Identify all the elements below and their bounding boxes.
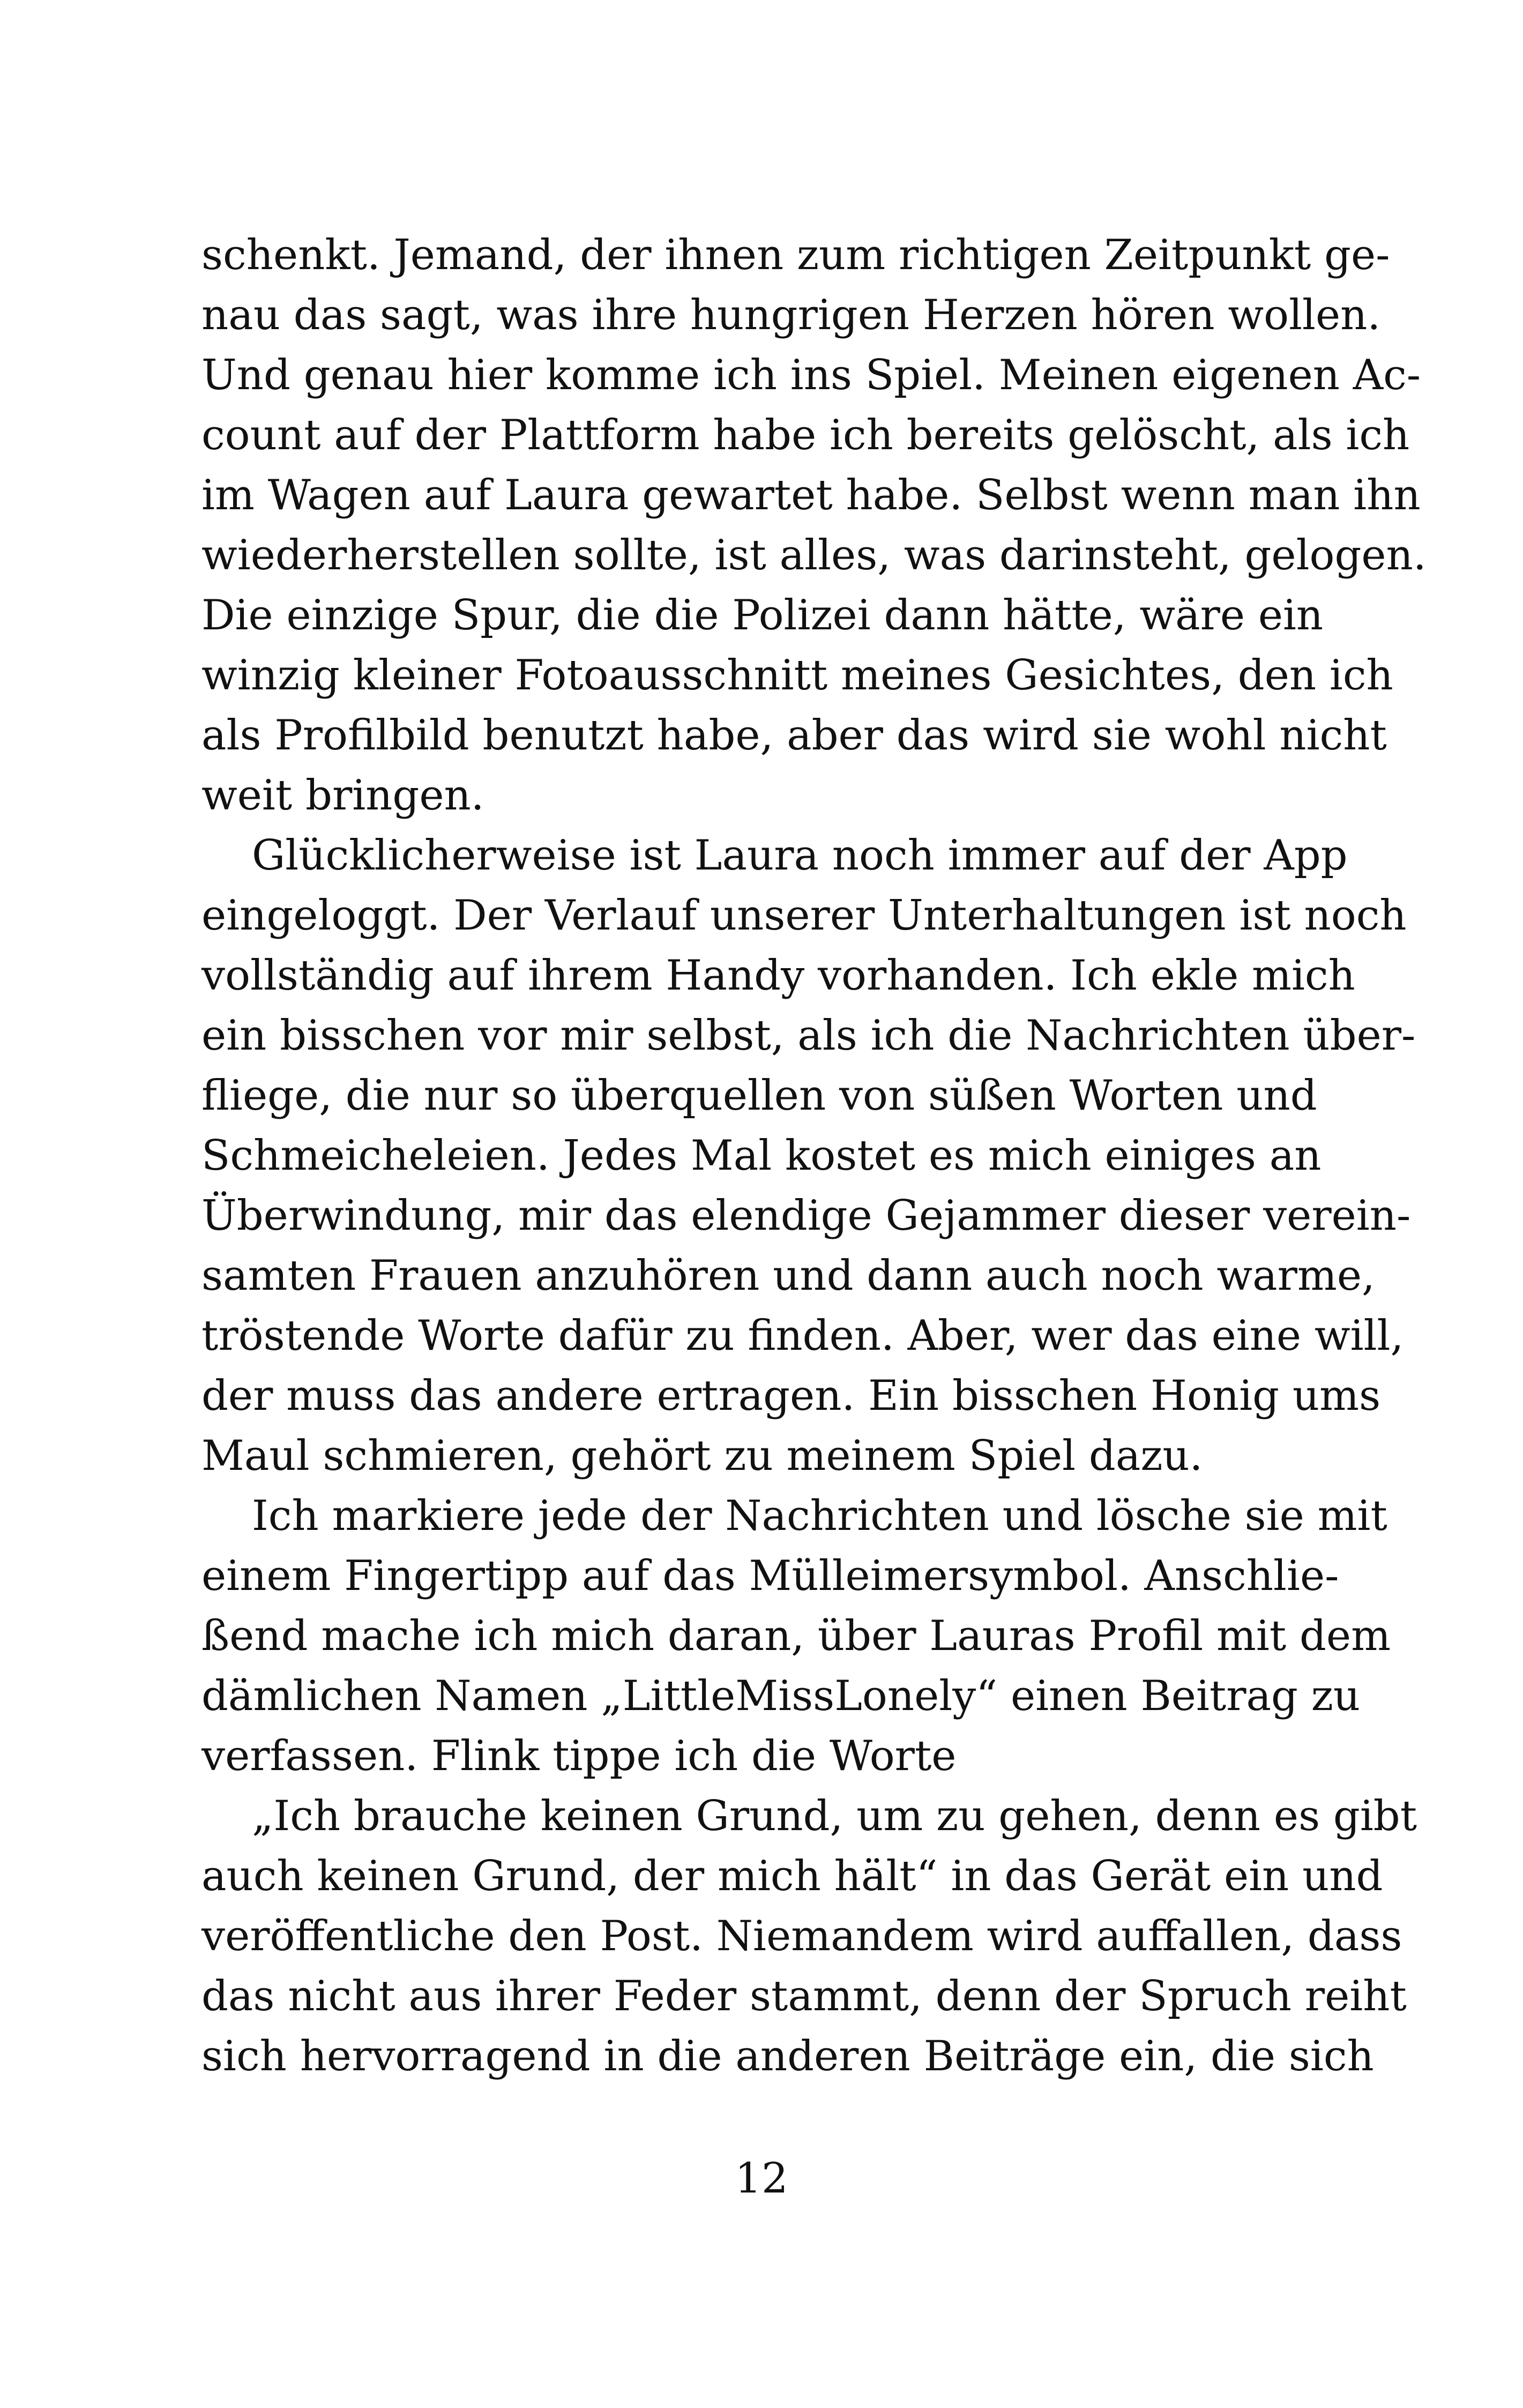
text-line: sich hervorragend in die anderen Beiträge ein, die sich bbox=[201, 2032, 1374, 2080]
text-line: der muss das andere ertragen. Ein bisschen Honig ums bbox=[201, 1372, 1381, 1420]
text-line: veröffentliche den Post. Niemandem wird auffallen, dass bbox=[201, 1912, 1402, 1960]
text-line: eingeloggt. Der Verlauf unserer Unterhaltungen ist noch bbox=[201, 891, 1407, 940]
text-line: auch keinen Grund, der mich hält“ in das Gerät ein und bbox=[201, 1852, 1383, 1900]
paragraph-first-line: Ich markiere jede der Nachrichten und lösche sie mit bbox=[252, 1492, 1387, 1540]
text-line: Schmeicheleien. Jedes Mal kostet es mich einiges an bbox=[201, 1132, 1322, 1180]
paragraph-first-line: „Ich brauche keinen Grund, um zu gehen, denn es gibt bbox=[252, 1792, 1417, 1840]
text-line: samten Frauen anzuhören und dann auch noch warme, bbox=[201, 1252, 1375, 1300]
text-line: ßend mache ich mich daran, über Lauras Profil mit dem bbox=[201, 1612, 1391, 1660]
text-line: schenkt. Jemand, der ihnen zum richtigen Zeitpunkt ge- bbox=[201, 231, 1390, 279]
page-number: 12 bbox=[735, 2154, 788, 2203]
text-line: fliege, die nur so überquellen von süßen Worten und bbox=[201, 1072, 1317, 1120]
text-line: Und genau hier komme ich ins Spiel. Meinen eigenen Ac- bbox=[201, 351, 1421, 399]
text-line: nau das sagt, was ihre hungrigen Herzen hören wollen. bbox=[201, 291, 1381, 339]
text-line: als Profilbild benutzt habe, aber das wird sie wohl nicht bbox=[201, 711, 1387, 760]
text-line: count auf der Plattform habe ich bereits gelöscht, als ich bbox=[201, 411, 1410, 459]
text-line: ein bisschen vor mir selbst, als ich die Nachrichten über- bbox=[201, 1012, 1416, 1060]
paragraph-first-line: Glücklicherweise ist Laura noch immer auf der App bbox=[252, 831, 1348, 880]
text-line: tröstende Worte dafür zu finden. Aber, wer das eine will, bbox=[201, 1312, 1404, 1360]
text-line: Überwindung, mir das elendige Gejammer dieser verein- bbox=[201, 1192, 1411, 1240]
text-line: verfassen. Flink tippe ich die Worte bbox=[201, 1732, 957, 1780]
text-line: winzig kleiner Fotoausschnitt meines Gesichtes, den ich bbox=[201, 651, 1393, 700]
text-line: weit bringen. bbox=[201, 771, 484, 820]
text-line: Die einzige Spur, die die Polizei dann hätte, wäre ein bbox=[201, 591, 1324, 640]
text-line: einem Fingertipp auf das Mülleimersymbol. Anschlie- bbox=[201, 1552, 1339, 1600]
text-line: vollständig auf ihrem Handy vorhanden. Ich ekle mich bbox=[201, 952, 1355, 1000]
text-line: dämlichen Namen „LittleMissLonely“ einen Beitrag zu bbox=[201, 1672, 1361, 1720]
text-line: im Wagen auf Laura gewartet habe. Selbst wenn man ihn bbox=[201, 471, 1421, 519]
text-line: Maul schmieren, gehört zu meinem Spiel dazu. bbox=[201, 1432, 1203, 1480]
text-line: wiederherstellen sollte, ist alles, was darinsteht, gelogen. bbox=[201, 531, 1427, 579]
text-line: das nicht aus ihrer Feder stammt, denn der Spruch reiht bbox=[201, 1972, 1407, 2020]
